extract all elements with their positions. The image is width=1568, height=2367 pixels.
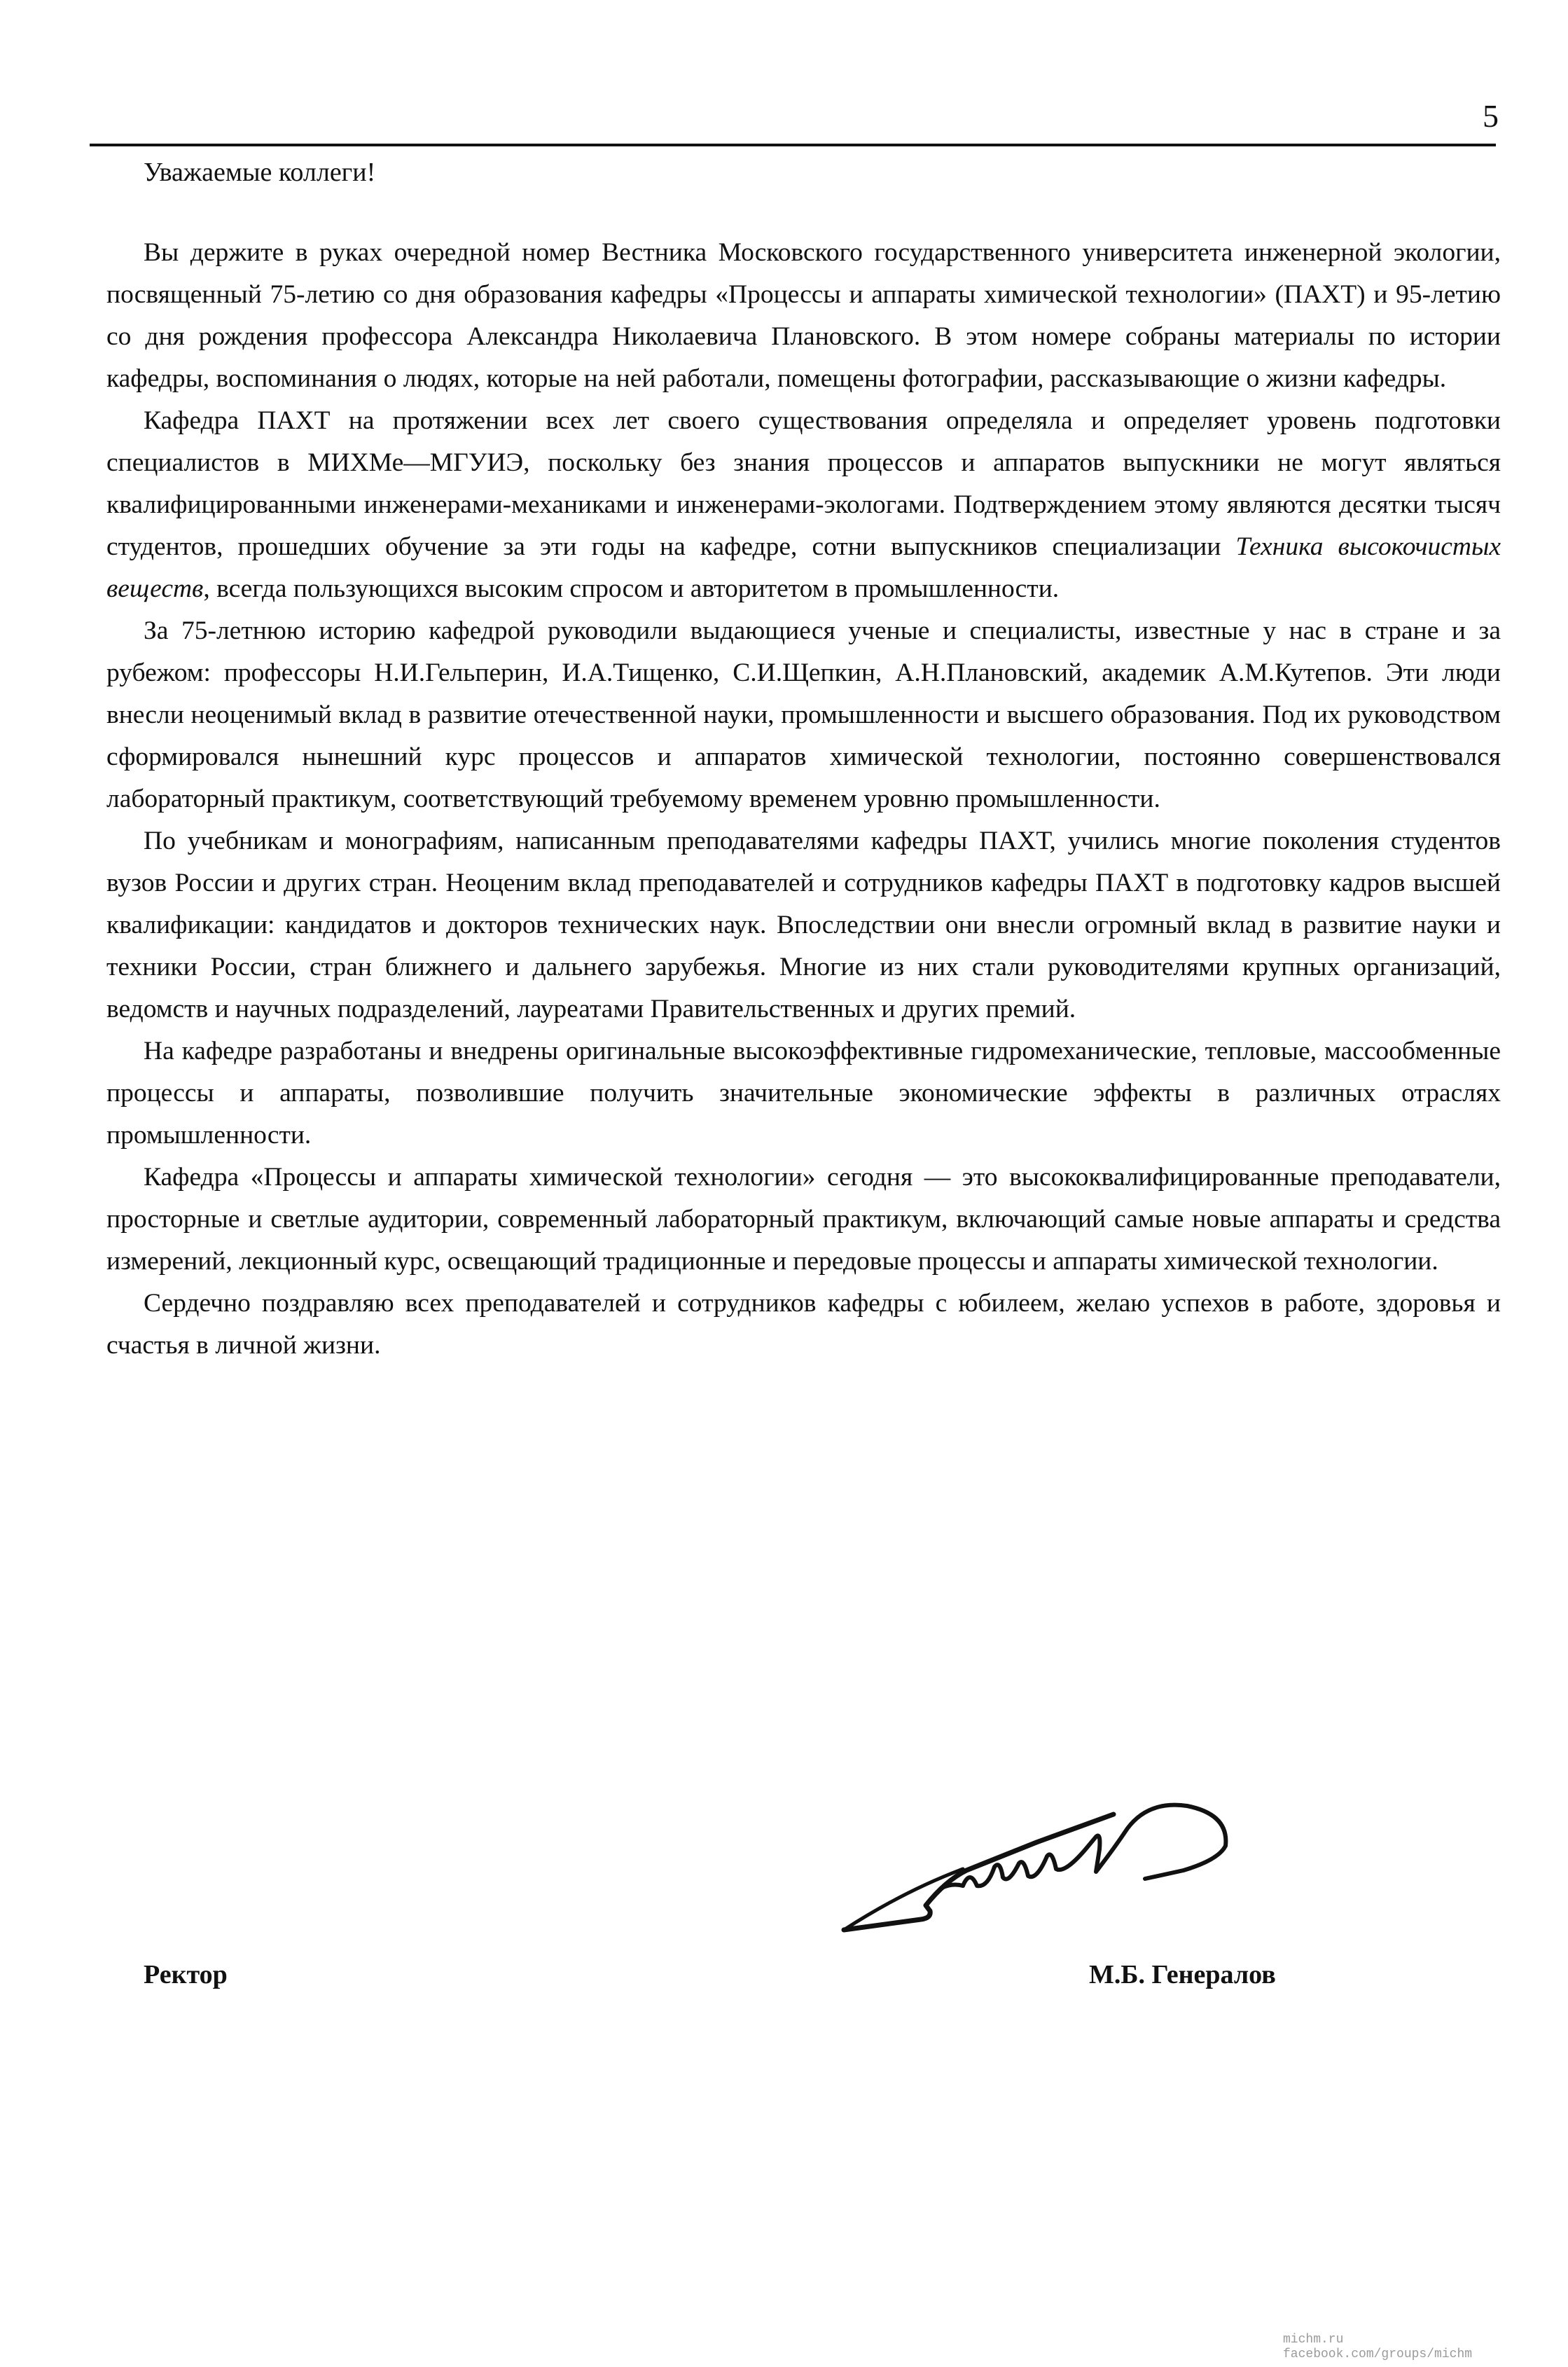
specialization-name: Техника высокочистых веществ [106,532,1501,603]
paragraph-5: На кафедре разработаны и внедрены оригинальные высокоэффективные гидромеханические, тепловые, массообменные процессы и аппараты, позволившие получить значительные экономические эффекты в различных отраслях промышленности. [106,1037,1501,1150]
watermark-site: michm.ru [1283,2333,1344,2347]
paragraph-4: По учебникам и монографиям, написанным преподавателями кафедры ПАХТ, учились многие поколения студентов вузов России и других стран. Неоценим вклад преподавателей и сотрудников кафедры ПАХТ в подготовку кадров высшей квалификации: кандидатов и докторов технических наук. Впоследствии они внесли огромный вклад в развитие науки и техники России, стран ближнего и дальнего зарубежья. Многие из них стали руководителями крупных организаций, ведомств и научных подразделений, лауреатами Правительственных и других премий. [106,827,1501,1023]
paragraph-7: Сердечно поздравляю всех преподавателей и сотрудников кафедры с юбилеем, желаю успехов в работе, здоровья и счастья в личной жизни. [106,1289,1501,1360]
letter-greeting: Уважаемые коллеги! [144,158,376,187]
watermark-group-link: facebook.com/groups/michm [1283,2347,1473,2361]
paragraph-1: Вы держите в руках очередной номер Вестника Московского государственного университета инженерной экологии, посвященный 75-летию со дня образования кафедры «Процессы и аппараты химической технологии» (ПАХТ) и 95-летию со дня рождения профессора Александра Николаевича Плановского. В этом номере собраны материалы по истории кафедры, воспоминания о людях, которые на ней работали, помещены фотографии, рассказывающие о жизни кафедры. [106,238,1501,393]
signer-role: Ректор [144,1960,228,1989]
signature-stroke-main [844,1814,1113,1930]
paragraph-2 [106,400,1501,610]
page-number: 5 [1483,98,1499,134]
watermark [1283,2333,1472,2362]
signature-icon [819,1793,1485,1940]
signer-name: М.Б. Генералов [1089,1960,1276,1989]
paragraph-6: Кафедра «Процессы и аппараты химической технологии» сегодня — это высококвалифицированные преподаватели, просторные и светлые аудитории, современный лабораторный практикум, включающий самые новые аппараты и средства измерений, лекционный курс, освещающий традиционные и передовые процессы и аппараты химической технологии. [106,1163,1501,1276]
letter-body [106,232,1501,1367]
header-rule [90,144,1496,146]
paragraph-3: За 75-летнюю историю кафедрой руководили выдающиеся ученые и специалисты, известные у нас в стране и за рубежом: профессоры Н.И.Гельперин, И.А.Тищенко, С.И.Щепкин, А.Н.Плановский, академик А.М.Кутепов. Эти люди внесли неоценимый вклад в развитие отечественной науки, промышленности и высшего образования. Под их руководством сформировался нынешний курс процессов и аппаратов химической технологии, постоянно совершенствовался лабораторный практикум, соответствующий требуемому временем уровню промышленности. [106,616,1501,813]
paragraph-2-text-start: Кафедра ПАХТ на протяжении всех лет своего существования определяла и определяет уровень подготовки специалистов в МИХМе—МГУИЭ, поскольку без знания процессов и аппаратов выпускники не могут являться квалифицированными инженерами-механиками и инженерами-экологами. Подтверждением этому являются десятки тысяч студентов, прошедших обучение за эти годы на кафедре, сотни выпускников специализации [106,406,1501,561]
paragraph-2-text-end: , всегда пользующихся высоким спросом и авторитетом в промышленности. [203,574,1060,603]
signature-stroke-loops [942,1805,1226,1888]
